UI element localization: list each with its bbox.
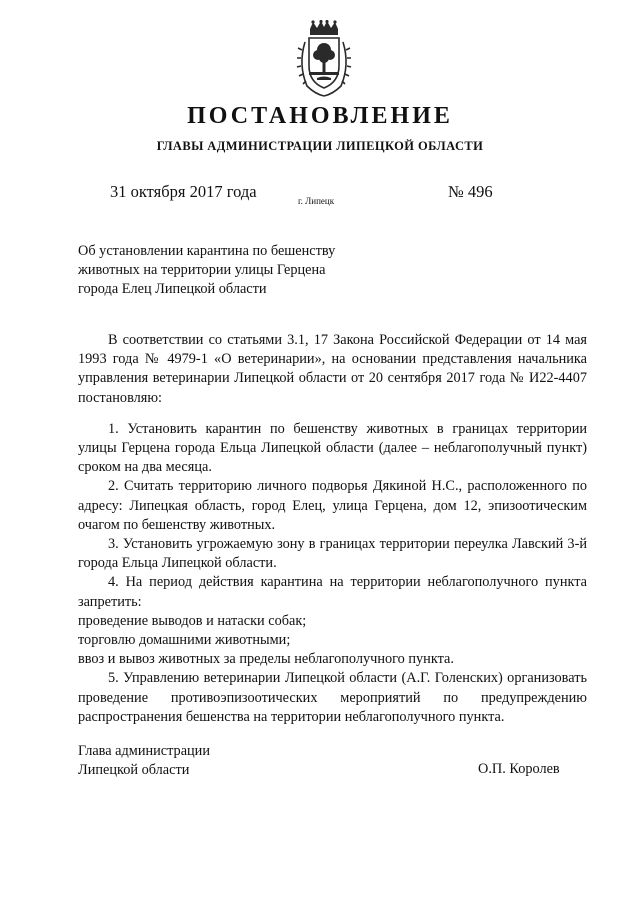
shield-icon (309, 38, 339, 88)
subject-line: животных на территории улицы Герцена (78, 262, 326, 278)
document-title: ПОСТАНОВЛЕНИЕ (187, 103, 453, 129)
decree-item-4-sub: проведение выводов и натаски собак; (78, 612, 307, 629)
signatory-position-line: Глава администрации (78, 743, 210, 759)
decree-item-4-sub: торговлю домашними животными; (78, 632, 291, 649)
coat-of-arms-emblem (295, 20, 353, 98)
crown-icon (310, 20, 338, 35)
document-date: 31 октября 2017 года (110, 182, 257, 201)
preamble-paragraph: В соответствии со статьями 3.1, 17 Закона Российской Федерации от 14 мая 1993 года № 4979-1 «О ветеринарии», на основании представления начальника управления ветеринарии Липецкой области от 20 сентября 2017 года № И22-4407 постановляю: (78, 332, 587, 406)
decree-item-3: 3. Установить угрожаемую зону в границах территории переулка Лавский 3-й города Ельца Липецкой области. (78, 536, 587, 572)
signatory-position-line: Липецкой области (78, 762, 190, 778)
document-subtitle: ГЛАВЫ АДМИНИСТРАЦИИ ЛИПЕЦКОЙ ОБЛАСТИ (156, 139, 484, 153)
signatory-name: О.П. Королев (478, 761, 560, 777)
document-city: г. Липецк (298, 196, 335, 206)
decree-item-5: 5. Управлению ветеринарии Липецкой области (А.Г. Голенских) организовать проведение противоэпизоотических мероприятий по предупреждению распространения бешенства на территории неблагополучного пункта. (78, 670, 587, 725)
decree-item-4: 4. На период действия карантина на территории неблагополучного пункта запретить: (78, 574, 587, 610)
signatory-position (78, 742, 210, 780)
decree-item-1: 1. Установить карантин по бешенству животных в границах территории улицы Герцена города Ельца Липецкой области (далее – неблагополучный пункт) сроком на два месяца. (78, 420, 587, 476)
subject-line: города Елец Липецкой области (78, 281, 267, 297)
subject-line: Об установлении карантина по бешенству (78, 243, 336, 259)
document-subject (78, 242, 438, 299)
document-body (78, 331, 587, 727)
document-number: № 496 (448, 182, 493, 201)
decree-item-2: 2. Считать территорию личного подворья Дякиной Н.С., расположенного по адресу: Липецкая область, город Елец, улица Герцена, дом 12, эпизоотическим очагом по бешенству животных. (78, 478, 587, 533)
decree-item-4-sub: ввоз и вывоз животных за пределы неблагополучного пункта. (78, 651, 454, 668)
